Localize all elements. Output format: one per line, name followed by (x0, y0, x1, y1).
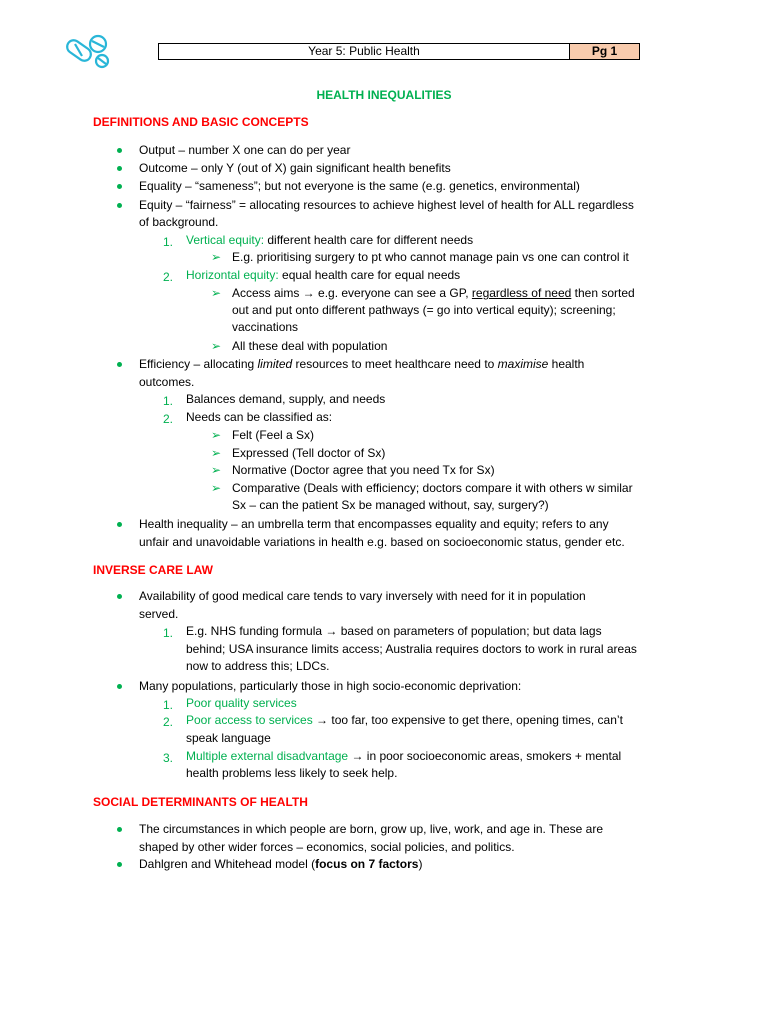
list-number: 2. (163, 715, 174, 729)
list-number: 1. (163, 394, 174, 408)
item-many-populations: Many populations, particularly those in high socio-economic deprivation: (139, 679, 522, 693)
item-nhs-cont: behind; USA insurance limits access; Australia requires doctors to work in rural areas (186, 642, 637, 656)
section-title-social-determinants: SOCIAL DETERMINANTS OF HEALTH (93, 795, 308, 809)
arrow-bullet-icon: ➢ (211, 481, 222, 495)
page-header (158, 43, 640, 60)
item-balances: Balances demand, supply, and needs (186, 392, 386, 406)
item-availability: Availability of good medical care tends to vary inversely with need for it in population (139, 589, 586, 603)
item-nhs: E.g. NHS funding formula → based on parameters of population; but data lags (186, 624, 602, 638)
item-comparative: Comparative (Deals with efficiency; doctors compare it with others w similar (232, 481, 633, 495)
item-dahlgren (139, 856, 422, 874)
item-all-these: All these deal with population (232, 339, 388, 353)
efficiency-text-a: Efficiency – allocating (139, 357, 258, 371)
bullet-icon (117, 862, 122, 867)
item-equity-cont: of background. (139, 215, 219, 229)
item-normative: Normative (Doctor agree that you need Tx for Sx) (232, 463, 495, 477)
item-poor-quality: Poor quality services (186, 696, 297, 710)
item-poor-access (186, 712, 623, 730)
item-vertical-equity (186, 232, 473, 250)
access-text-c: then sorted (571, 286, 635, 300)
poor-access-label: Poor access to services (186, 713, 313, 727)
horizontal-equity-text: equal health care for equal needs (278, 268, 461, 282)
item-needs: Needs can be classified as: (186, 410, 333, 424)
access-text-a: Access aims → e.g. everyone can see a GP, (232, 286, 472, 300)
item-health-inequality: Health inequality – an umbrella term that encompasses equality and equity; refers to any (139, 517, 609, 531)
arrow-bullet-icon: ➢ (211, 286, 222, 300)
item-access-aims-cont2: vaccinations (232, 320, 299, 334)
bullet-icon (117, 594, 122, 599)
list-number: 3. (163, 751, 174, 765)
dahlgren-text-a: Dahlgren and Whitehead model ( (139, 857, 316, 871)
item-nhs-cont2: now to address this; LDCs. (186, 659, 330, 673)
access-text-underlined: regardless of need (471, 286, 572, 300)
list-number: 2. (163, 412, 174, 426)
item-equity: Equity – “fairness” = allocating resources to achieve highest level of health for ALL regardless (139, 198, 634, 212)
bullet-icon (117, 166, 122, 171)
item-multiple-disadvantage (186, 748, 621, 766)
poor-access-text: → too far, too expensive to get there, opening times, can’t (312, 713, 623, 727)
item-outcome: Outcome – only Y (out of X) gain significant health benefits (139, 161, 451, 175)
item-access-aims (232, 285, 635, 303)
arrow-bullet-icon: ➢ (211, 428, 222, 442)
item-health-inequality-cont: unfair and unavoidable variations in health e.g. based on socioeconomic status, gender etc. (139, 535, 625, 549)
horizontal-equity-label: Horizontal equity: (186, 268, 279, 282)
vertical-equity-text: different health care for different needs (264, 233, 474, 247)
item-expressed: Expressed (Tell doctor of Sx) (232, 446, 386, 460)
arrow-bullet-icon: ➢ (211, 463, 222, 477)
bullet-icon (117, 522, 122, 527)
bullet-icon (117, 203, 122, 208)
bullet-icon (117, 684, 122, 689)
item-vertical-example: E.g. prioritising surgery to pt who cannot manage pain vs one can control it (232, 250, 629, 264)
page-title: HEALTH INEQUALITIES (316, 88, 452, 102)
pills-logo-icon (64, 34, 112, 70)
list-number: 1. (163, 698, 174, 712)
item-horizontal-equity (186, 267, 460, 285)
dahlgren-text-c: ) (418, 857, 423, 871)
bullet-icon (117, 184, 122, 189)
vertical-equity-label: Vertical equity: (186, 233, 265, 247)
item-circumstances-cont: shaped by other wider forces – economics, social policies, and politics. (139, 840, 515, 854)
dahlgren-text-bold: focus on 7 factors (315, 857, 419, 871)
item-availability-cont: served. (139, 607, 179, 621)
arrow-bullet-icon: ➢ (211, 250, 222, 264)
item-efficiency-cont: outcomes. (139, 375, 195, 389)
item-equality: Equality – “sameness”; but not everyone is the same (e.g. genetics, environmental) (139, 179, 580, 193)
item-access-aims-cont: out and put onto different pathways (= go into vertical equity); screening; (232, 303, 616, 317)
efficiency-text-maximise: maximise (497, 357, 549, 371)
list-number: 1. (163, 626, 174, 640)
item-felt: Felt (Feel a Sx) (232, 428, 315, 442)
list-number: 1. (163, 235, 174, 249)
item-efficiency (139, 356, 584, 374)
multiple-disadvantage-label: Multiple external disadvantage (186, 749, 349, 763)
bullet-icon (117, 362, 122, 367)
item-poor-access-cont: speak language (186, 731, 271, 745)
arrow-bullet-icon: ➢ (211, 446, 222, 460)
list-number: 2. (163, 270, 174, 284)
multiple-disadvantage-text: → in poor socioeconomic areas, smokers + mental (348, 749, 622, 763)
item-output: Output – number X one can do per year (139, 143, 351, 157)
item-multiple-disadvantage-cont: health problems less likely to seek help. (186, 766, 398, 780)
efficiency-text-e: health (548, 357, 585, 371)
item-comparative-cont: Sx – can the patient Sx be managed without, say, surgery?) (232, 498, 549, 512)
bullet-icon (117, 827, 122, 832)
header-title: Year 5: Public Health (159, 44, 570, 59)
section-title-definitions: DEFINITIONS AND BASIC CONCEPTS (93, 115, 309, 129)
section-title-inverse-care: INVERSE CARE LAW (93, 563, 214, 577)
efficiency-text-limited: limited (257, 357, 293, 371)
arrow-bullet-icon: ➢ (211, 339, 222, 353)
page-number: Pg 1 (570, 44, 639, 59)
item-circumstances: The circumstances in which people are born, grow up, live, work, and age in. These are (139, 822, 604, 836)
efficiency-text-c: resources to meet healthcare need to (292, 357, 498, 371)
bullet-icon (117, 148, 122, 153)
